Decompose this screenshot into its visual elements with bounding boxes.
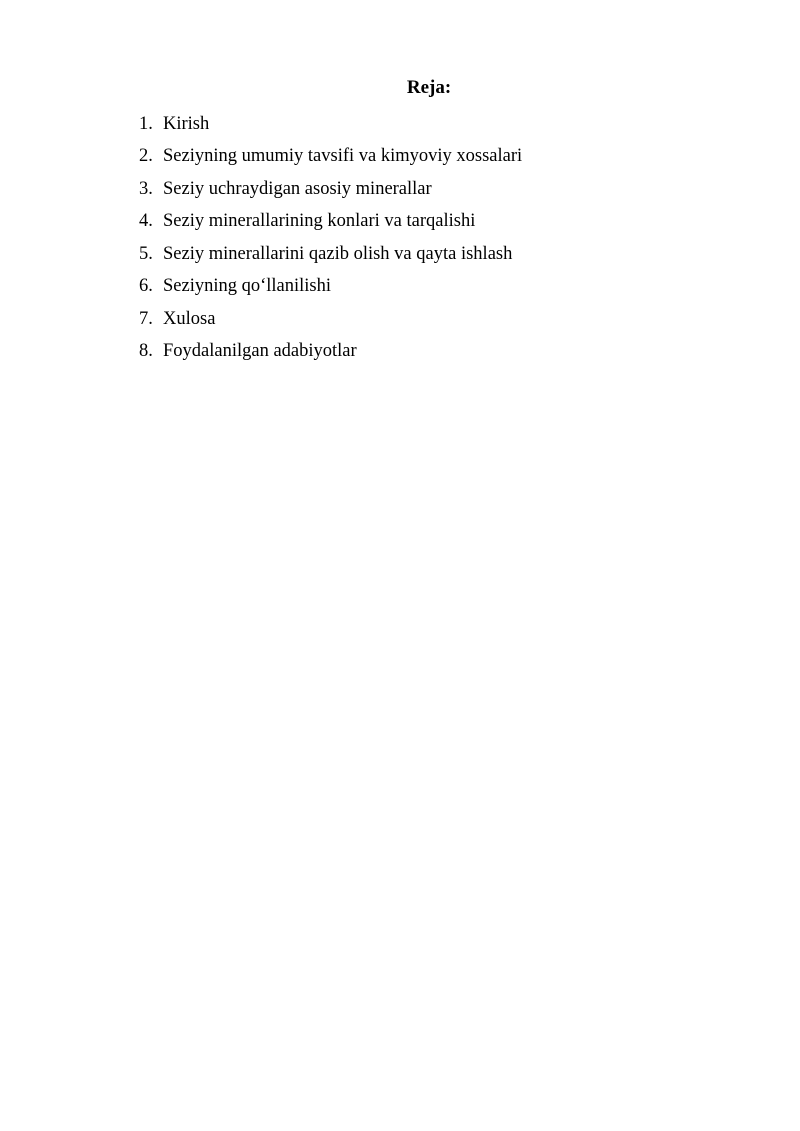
item-number: 8. (139, 341, 153, 362)
item-number: 7. (139, 308, 153, 329)
item-text: Seziy minerallarining konlari va tarqalishi (163, 211, 476, 232)
item-number: 4. (139, 211, 153, 232)
list-item (139, 238, 522, 271)
item-number: 6. (139, 276, 153, 297)
item-text: Seziy uchraydigan asosiy minerallar (163, 178, 432, 199)
list-item (139, 173, 522, 206)
item-text: Seziyning umumiy tavsifi va kimyoviy xossalari (163, 146, 523, 167)
item-text: Seziyning qo‘llanilishi (163, 276, 332, 297)
item-text: Kirish (163, 113, 210, 134)
item-number: 1. (139, 113, 153, 134)
item-number: 3. (139, 178, 153, 199)
list-item (139, 141, 522, 174)
table-of-contents (139, 108, 522, 368)
item-text: Xulosa (163, 308, 216, 329)
list-item (139, 303, 522, 336)
page-title: Reja: (406, 77, 452, 98)
list-item (139, 336, 522, 369)
item-text: Foydalanilgan adabiyotlar (163, 341, 357, 362)
list-item (139, 271, 522, 304)
list-item (139, 108, 522, 141)
item-text: Seziy minerallarini qazib olish va qayta ishlash (163, 243, 513, 264)
item-number: 5. (139, 243, 153, 264)
item-number: 2. (139, 146, 153, 167)
list-item (139, 206, 522, 239)
